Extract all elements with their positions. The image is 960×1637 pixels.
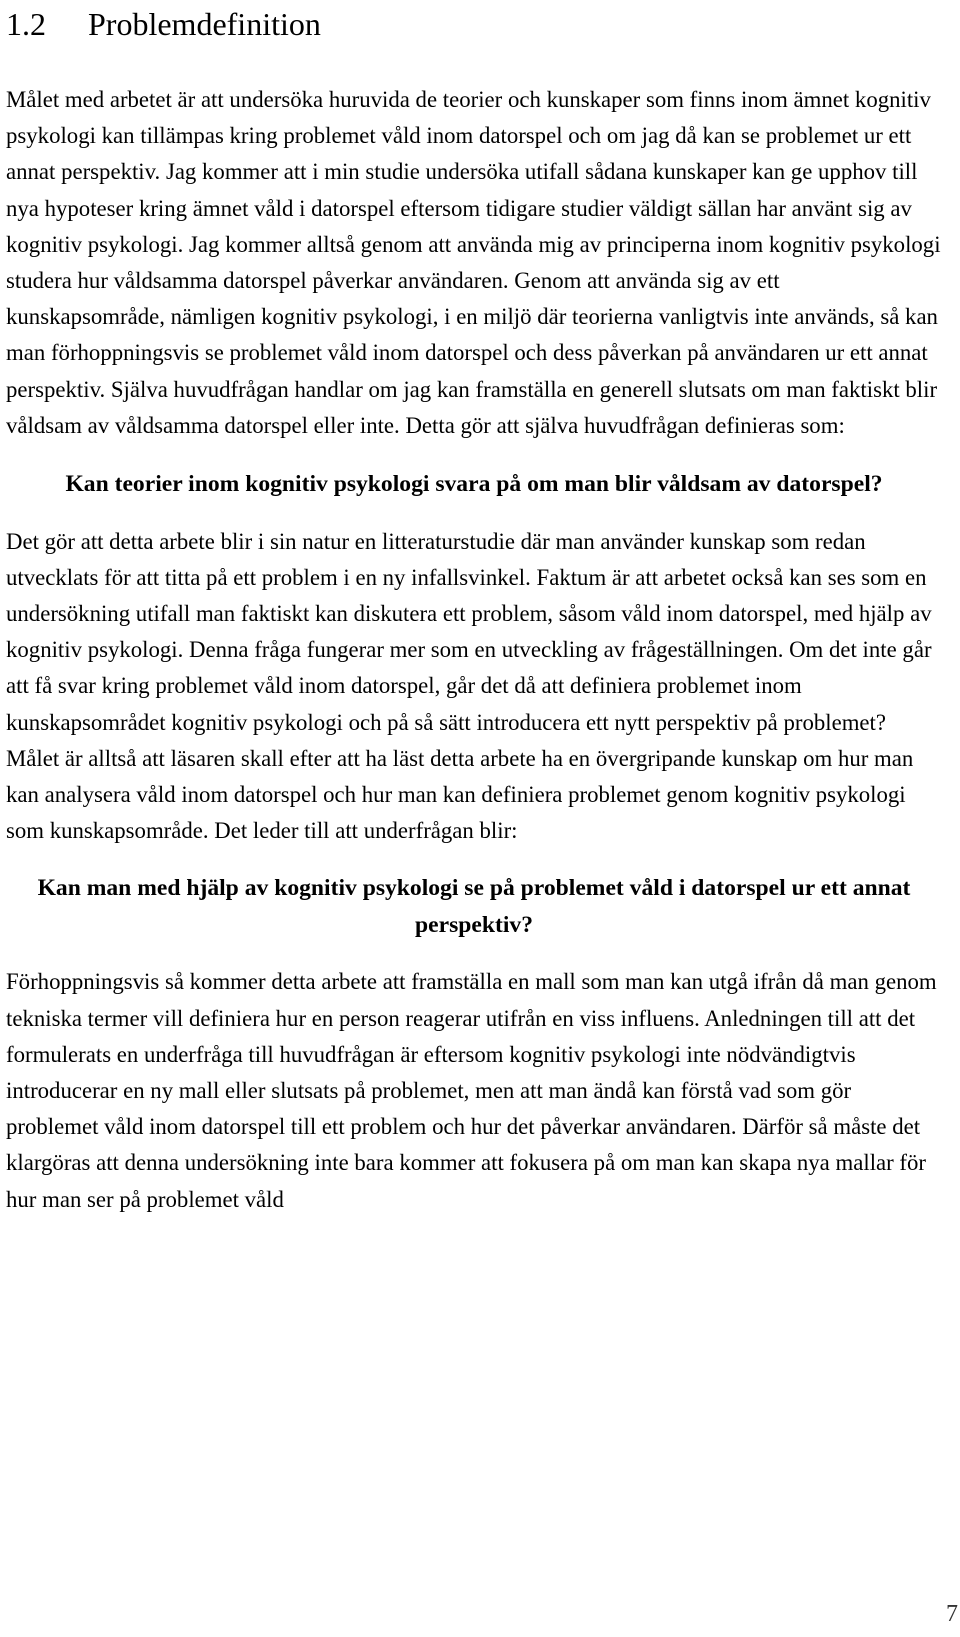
paragraph-problem-aim: Målet med arbetet är att undersöka huruvida de teorier och kunskaper som finns inom ämnet kognitiv psykologi kan tillämpas kring problemet våld inom datorspel och om jag då kan se problemet ur ett annat perspektiv. Jag kommer att i min studie undersöka utifall sådana kunskaper kan ge upphov till nya hypoteser kring ämnet våld i datorspel eftersom tidigare studier väldigt sällan har använt sig av kognitiv psykologi. Jag kommer alltså genom att använda mig av principerna inom kognitiv psykologi studera hur våldsamma datorspel påverkar användaren. Genom att använda sig av ett kunskapsområde, nämligen kognitiv psykologi, i en miljö där teorierna vanligtvis inte används, så kan man förhoppningsvis se problemet våld inom datorspel och dess påverkan på användaren ur ett annat perspektiv. Själva huvudfrågan handlar om jag kan framställa en generell slutsats om man faktiskt blir våldsam av våldsamma datorspel eller inte. Detta gör att själva huvudfrågan definieras som: [6,87,941,438]
document-page [6,0,942,1218]
sub-research-question: Kan man med hjälp av kognitiv psykologi se på problemet våld i datorspel ur ett annat perspektiv? [37,875,911,938]
section-number: 1.2 [6,6,46,42]
section-title: Problemdefinition [88,6,321,42]
main-research-question: Kan teorier inom kognitiv psykologi svara på om man blir våldsam av datorspel? [65,471,883,498]
page-number: 7 [946,1601,958,1627]
paragraph-hopes: Förhoppningsvis så kommer detta arbete att framställa en mall som man kan utgå ifrån då man genom tekniska termer vill definiera hur en person reagerar utifrån en viss influens. Anledningen till att det formulerats en underfråga till huvudfrågan är eftersom kognitiv psykologi inte nödvändigtvis introducerar en ny mall eller slutsats på problemet, men att man ändå kan förstå vad som gör problemet våld inom datorspel till ett problem och hur det påverkar användaren. Därför så måste det klargöras att denna undersökning inte bara kommer att fokusera på om man kan skapa nya mallar för hur man ser på problemet våld [6,969,937,1212]
section-heading [6,0,942,50]
paragraph-literature-study: Det gör att detta arbete blir i sin natur en litteraturstudie där man använder kunskap som redan utvecklats för att titta på ett problem i en ny infallsvinkel. Faktum är att arbetet också kan ses som en undersökning utifall man faktiskt kan diskutera ett problem, såsom våld inom datorspel, med hjälp av kognitiv psykologi. Denna fråga fungerar mer som en utveckling av frågeställningen. Om det inte går att få svar kring problemet våld inom datorspel, går det då att definiera problemet inom kunskapsområdet kognitiv psykologi och på så sätt introducera ett nytt perspektiv på problemet? Målet är alltså att läsaren skall efter att ha läst detta arbete ha en övergripande kunskap om hur man kan analysera våld inom datorspel och hur man kan definiera problemet genom kognitiv psykologi som kunskapsområde. Det leder till att underfrågan blir: [6,528,932,844]
